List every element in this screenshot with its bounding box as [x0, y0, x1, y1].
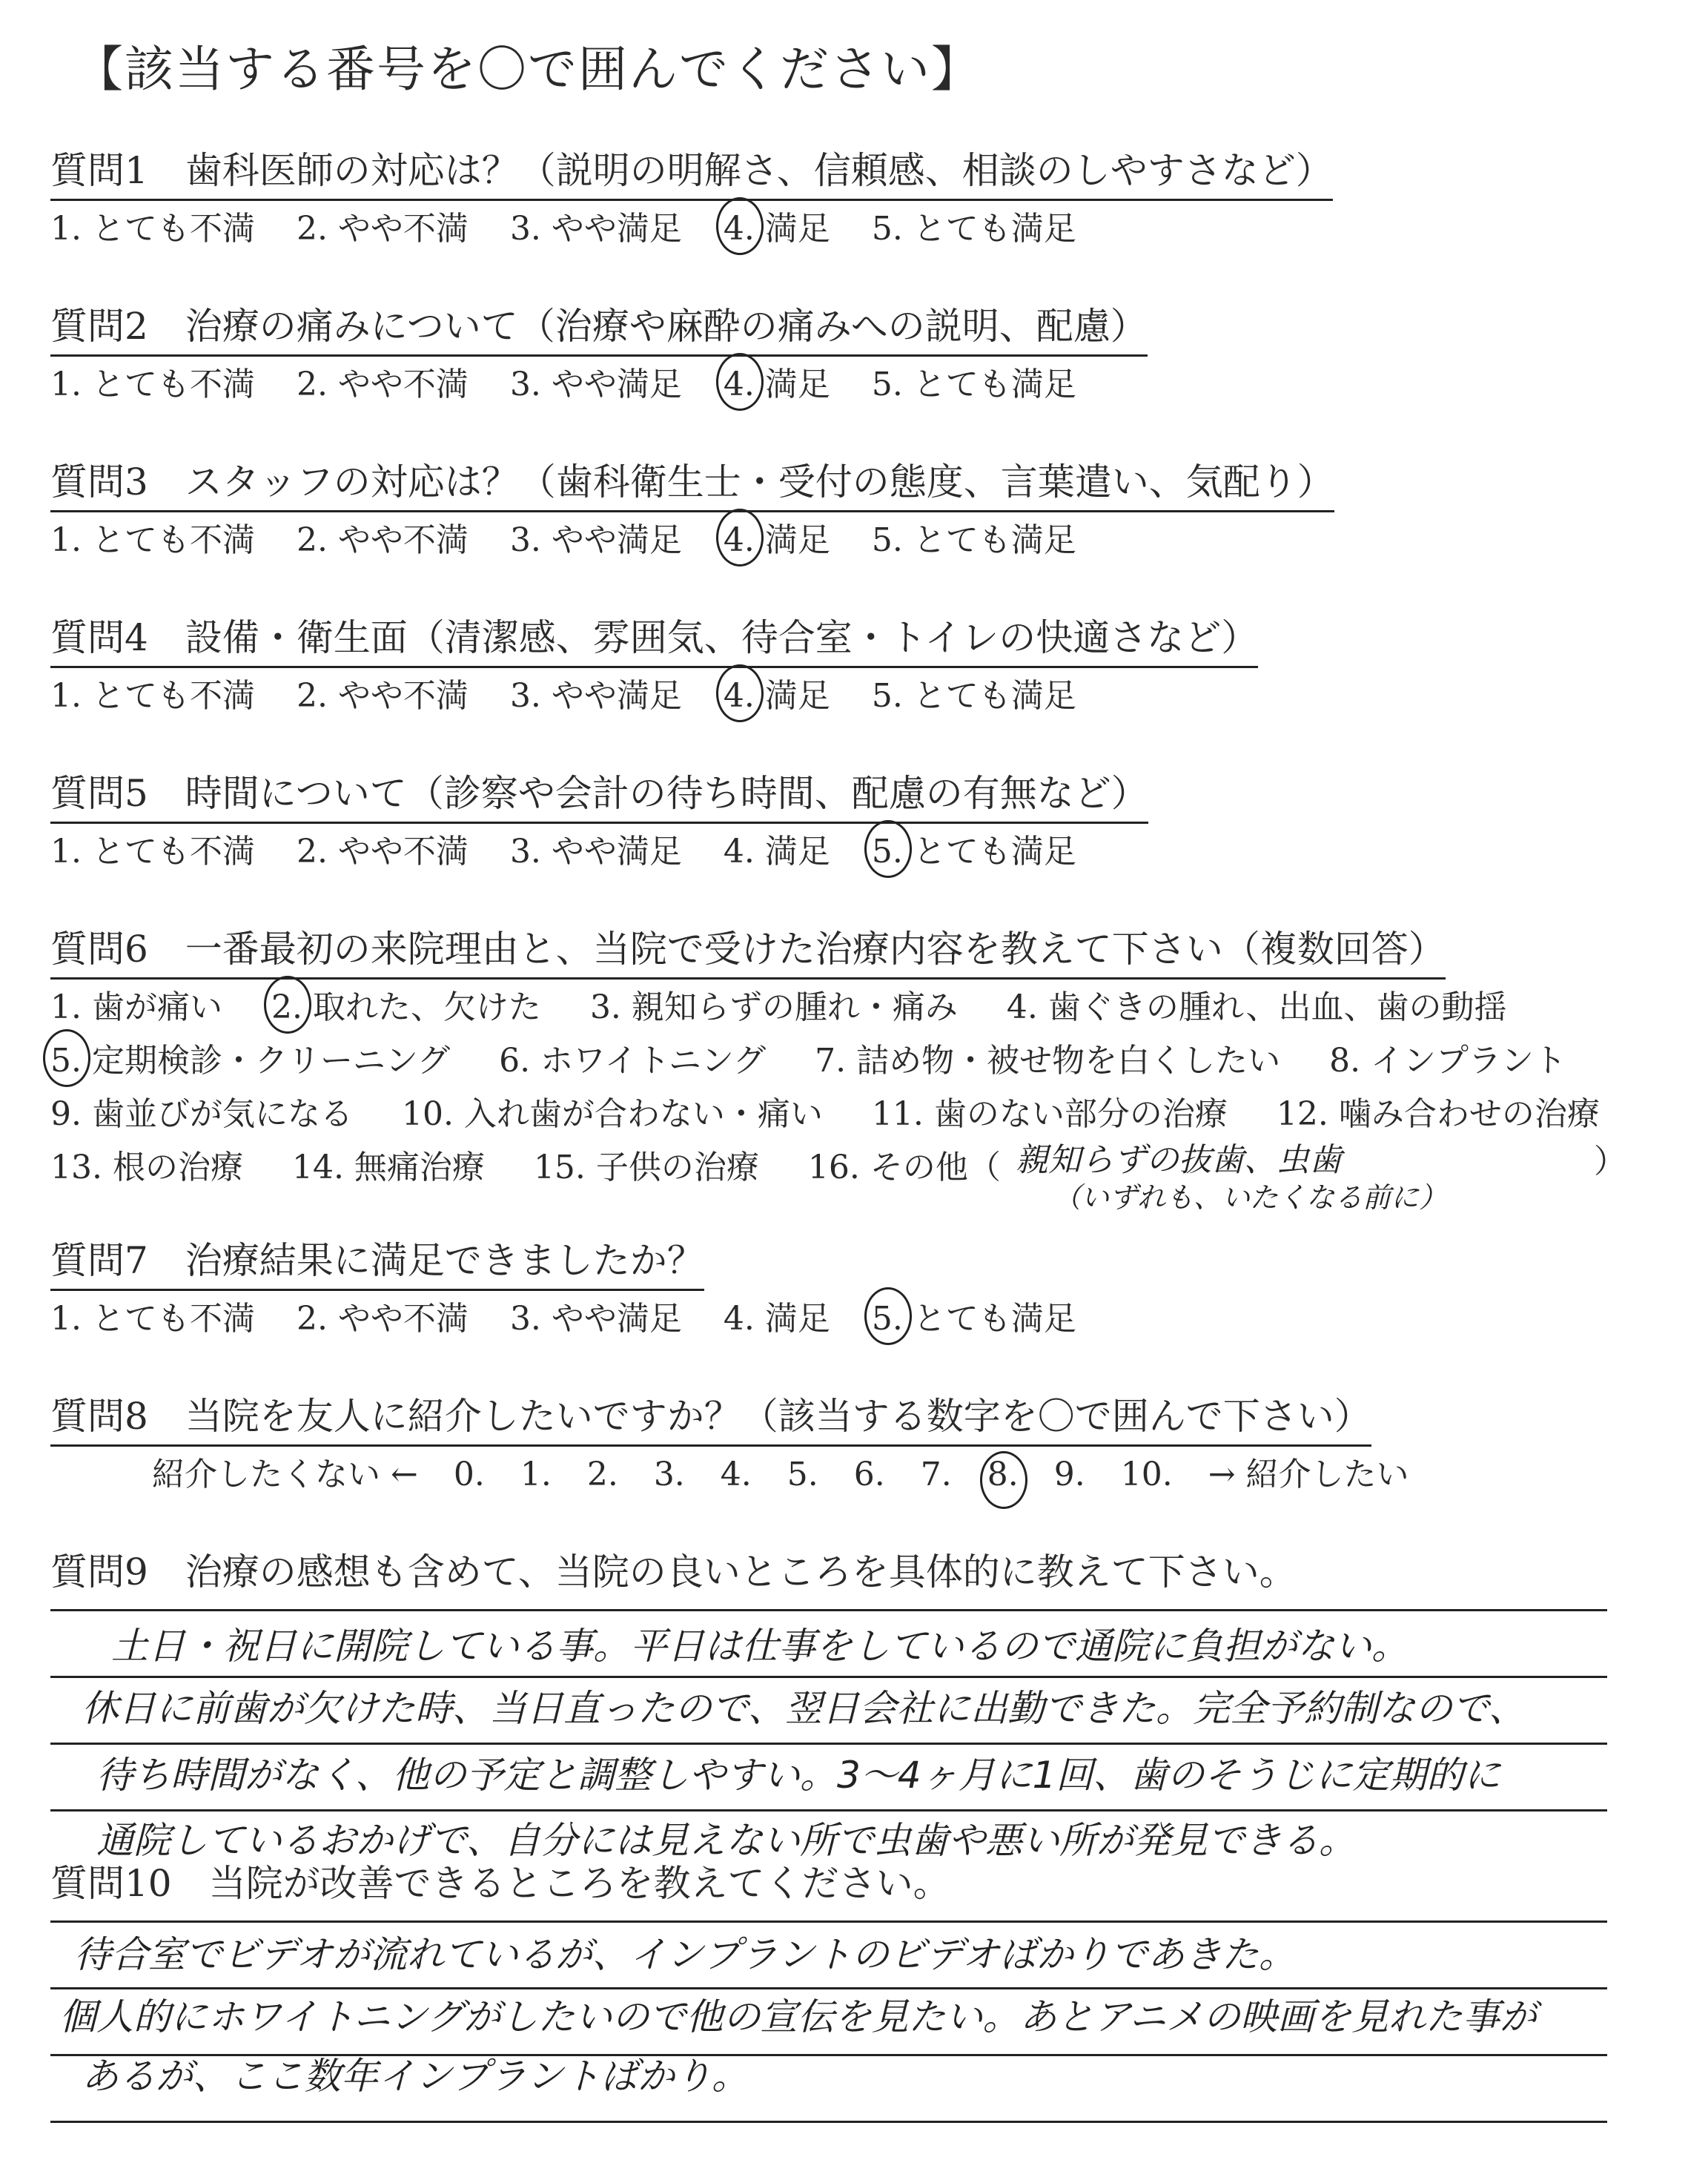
question-8-scale	[152, 1447, 1434, 1495]
q6-other-handwritten-1: 親知らずの抜歯、虫歯	[1016, 1141, 1342, 1179]
q3-option-2[interactable]: 2. やや不満	[296, 521, 469, 559]
q2-option-4-selected[interactable]: 4. 満足	[724, 357, 830, 405]
q9-answer-line-2[interactable]: 休日に前歯が欠けた時、当日直ったので、翌日会社に出勤できた。完全予約制なので、	[82, 1687, 1526, 1730]
q6-option-11[interactable]: 11. 歯のない部分の治療	[871, 1095, 1228, 1133]
q6-option-14[interactable]: 14. 無痛治療	[291, 1149, 485, 1186]
q2-option-5[interactable]: 5. とても満足	[871, 366, 1076, 403]
q6-option-10[interactable]: 10. 入れ歯が合わない・痛い	[401, 1095, 823, 1133]
question-4-options	[50, 669, 1108, 716]
q9-answer-line-4[interactable]: 通院しているおかげで、自分には見えない所で虫歯や悪い所が発見できる。	[96, 1819, 1356, 1862]
q8-option-3[interactable]: 3.	[653, 1456, 685, 1493]
q1-option-4-selected[interactable]: 4. 満足	[724, 202, 830, 249]
q5-option-5-selected[interactable]: 5. とても満足	[872, 825, 1076, 872]
question-3-title: 質問3 スタッフの対応は？（歯科衛生士・受付の態度、言葉遣い、気配り）	[50, 452, 1334, 512]
q4-option-5[interactable]: 5. とても満足	[871, 677, 1076, 715]
q6-option-1[interactable]: 1. 歯が痛い	[50, 988, 222, 1026]
q3-option-5[interactable]: 5. とても満足	[871, 521, 1076, 559]
q5-option-2[interactable]: 2. やや不満	[296, 833, 469, 871]
q4-option-4-selected[interactable]: 4. 満足	[724, 669, 830, 716]
q6-other-handwritten-2: （いずれも、いたくなる前に）	[1053, 1181, 1448, 1214]
q6-option-12[interactable]: 12. 噛み合わせの治療	[1276, 1095, 1600, 1133]
q2-option-2[interactable]: 2. やや不満	[296, 366, 469, 403]
question-5-title: 質問5 時間について（診察や会計の待ち時間、配慮の有無など）	[50, 764, 1148, 824]
q8-option-2[interactable]: 2.	[586, 1456, 618, 1493]
question-10-title: 質問10 当院が改善できるところを教えてください。	[50, 1862, 950, 1905]
q6-option-16[interactable]: 16. その他（	[807, 1149, 1001, 1186]
q6-option-6[interactable]: 6. ホワイトニング	[499, 1042, 767, 1080]
q2-option-3[interactable]: 3. やや満足	[509, 366, 682, 403]
q4-option-3[interactable]: 3. やや満足	[509, 677, 682, 715]
q3-option-1[interactable]: 1. とても不満	[50, 521, 255, 559]
q3-option-4-selected[interactable]: 4. 満足	[724, 513, 830, 561]
q6-other-close-paren: ）	[1594, 1143, 1626, 1180]
q8-option-10[interactable]: 10.	[1120, 1456, 1173, 1493]
q3-option-3[interactable]: 3. やや満足	[509, 521, 682, 559]
q9-answer-line-3[interactable]: 待ち時間がなく、他の予定と調整しやすい。3〜4ヶ月に1回、歯のそうじに定期的に	[96, 1754, 1501, 1797]
question-5-options	[50, 825, 1108, 872]
q8-option-9[interactable]: 9.	[1053, 1456, 1085, 1493]
q6-option-15[interactable]: 15. 子供の治療	[533, 1149, 759, 1186]
form-header: 【該当する番号を〇で囲んでください】	[74, 41, 982, 98]
question-8-title: 質問8 当院を友人に紹介したいですか？（該当する数字を〇で囲んで下さい）	[50, 1387, 1371, 1447]
question-6-title: 質問6 一番最初の来院理由と、当院で受けた治療内容を教えて下さい（複数回答）	[50, 919, 1446, 980]
question-7-title: 質問7 治療結果に満足できましたか？	[50, 1231, 704, 1291]
q4-option-2[interactable]: 2. やや不満	[296, 677, 469, 715]
q6-option-2-selected[interactable]: 2. 取れた、欠けた	[271, 980, 541, 1028]
q6-option-4[interactable]: 4. 歯ぐきの腫れ、出血、歯の動揺	[1006, 988, 1507, 1026]
q9-rule-2	[50, 1676, 1607, 1678]
q6-option-8[interactable]: 8. インプラント	[1329, 1042, 1567, 1080]
q10-answer-line-3[interactable]: あるが、ここ数年インプラントばかり。	[82, 2055, 749, 2098]
q8-left-label: 紹介したくない ←	[152, 1456, 418, 1493]
q9-answer-line-1[interactable]: 土日・祝日に開院している事。平日は仕事をしているので通院に負担がない。	[111, 1625, 1409, 1668]
q1-option-2[interactable]: 2. やや不満	[296, 210, 469, 248]
q5-option-4[interactable]: 4. 満足	[723, 833, 830, 871]
question-1-title: 質問1 歯科医師の対応は？（説明の明解さ、信頼感、相談のしやすさなど）	[50, 141, 1333, 201]
question-6-options	[50, 980, 1638, 1194]
q9-rule-1	[50, 1609, 1607, 1611]
q7-option-1[interactable]: 1. とても不満	[50, 1300, 255, 1338]
question-2-title: 質問2 治療の痛みについて（治療や麻酔の痛みへの説明、配慮）	[50, 297, 1148, 357]
q8-option-1[interactable]: 1.	[520, 1456, 552, 1493]
q8-right-label: → 紹介したい	[1208, 1456, 1409, 1493]
q7-option-5-selected[interactable]: 5. とても満足	[872, 1292, 1076, 1339]
q10-rule-1	[50, 1920, 1607, 1923]
q8-option-6[interactable]: 6.	[853, 1456, 885, 1493]
question-3-options	[50, 513, 1108, 561]
q9-rule-3	[50, 1743, 1607, 1745]
q5-option-3[interactable]: 3. やや満足	[509, 833, 682, 871]
q1-option-5[interactable]: 5. とても満足	[871, 210, 1076, 248]
q1-option-1[interactable]: 1. とても不満	[50, 210, 255, 248]
q6-option-7[interactable]: 7. 詰め物・被せ物を白くしたい	[815, 1042, 1281, 1080]
q7-option-4[interactable]: 4. 満足	[723, 1300, 830, 1338]
q8-option-0[interactable]: 0.	[453, 1456, 485, 1493]
q2-option-1[interactable]: 1. とても不満	[50, 366, 255, 403]
q8-option-7[interactable]: 7.	[920, 1456, 952, 1493]
question-9-title: 質問9 治療の感想も含めて、当院の良いところを具体的に教えて下さい。	[50, 1550, 1297, 1593]
question-4-title: 質問4 設備・衛生面（清潔感、雰囲気、待合室・トイレの快適さなど）	[50, 608, 1258, 668]
q8-option-4[interactable]: 4.	[720, 1456, 752, 1493]
q5-option-1[interactable]: 1. とても不満	[50, 833, 255, 871]
question-1-options	[50, 202, 1108, 249]
question-2-options	[50, 357, 1108, 405]
q6-option-9[interactable]: 9. 歯並びが気になる	[50, 1095, 353, 1133]
q6-option-5-selected[interactable]: 5. 定期検診・クリーニング	[50, 1034, 450, 1081]
q10-answer-line-2[interactable]: 個人的にホワイトニングがしたいので他の宣伝を見たい。あとアニメの映画を見れた事が	[59, 1995, 1537, 2038]
question-7-options	[50, 1292, 1108, 1339]
q8-option-8-selected[interactable]: 8.	[987, 1456, 1019, 1493]
q6-option-3[interactable]: 3. 親知らずの腫れ・痛み	[589, 988, 958, 1026]
q10-answer-line-1[interactable]: 待合室でビデオが流れているが、インプラントのビデオばかりであきた。	[74, 1933, 1296, 1976]
q1-option-3[interactable]: 3. やや満足	[509, 210, 682, 248]
q7-option-3[interactable]: 3. やや満足	[509, 1300, 682, 1338]
q8-option-5[interactable]: 5.	[787, 1456, 818, 1493]
q4-option-1[interactable]: 1. とても不満	[50, 677, 255, 715]
q10-rule-4	[50, 2121, 1607, 2123]
q6-option-13[interactable]: 13. 根の治療	[50, 1149, 243, 1186]
q7-option-2[interactable]: 2. やや不満	[296, 1300, 469, 1338]
